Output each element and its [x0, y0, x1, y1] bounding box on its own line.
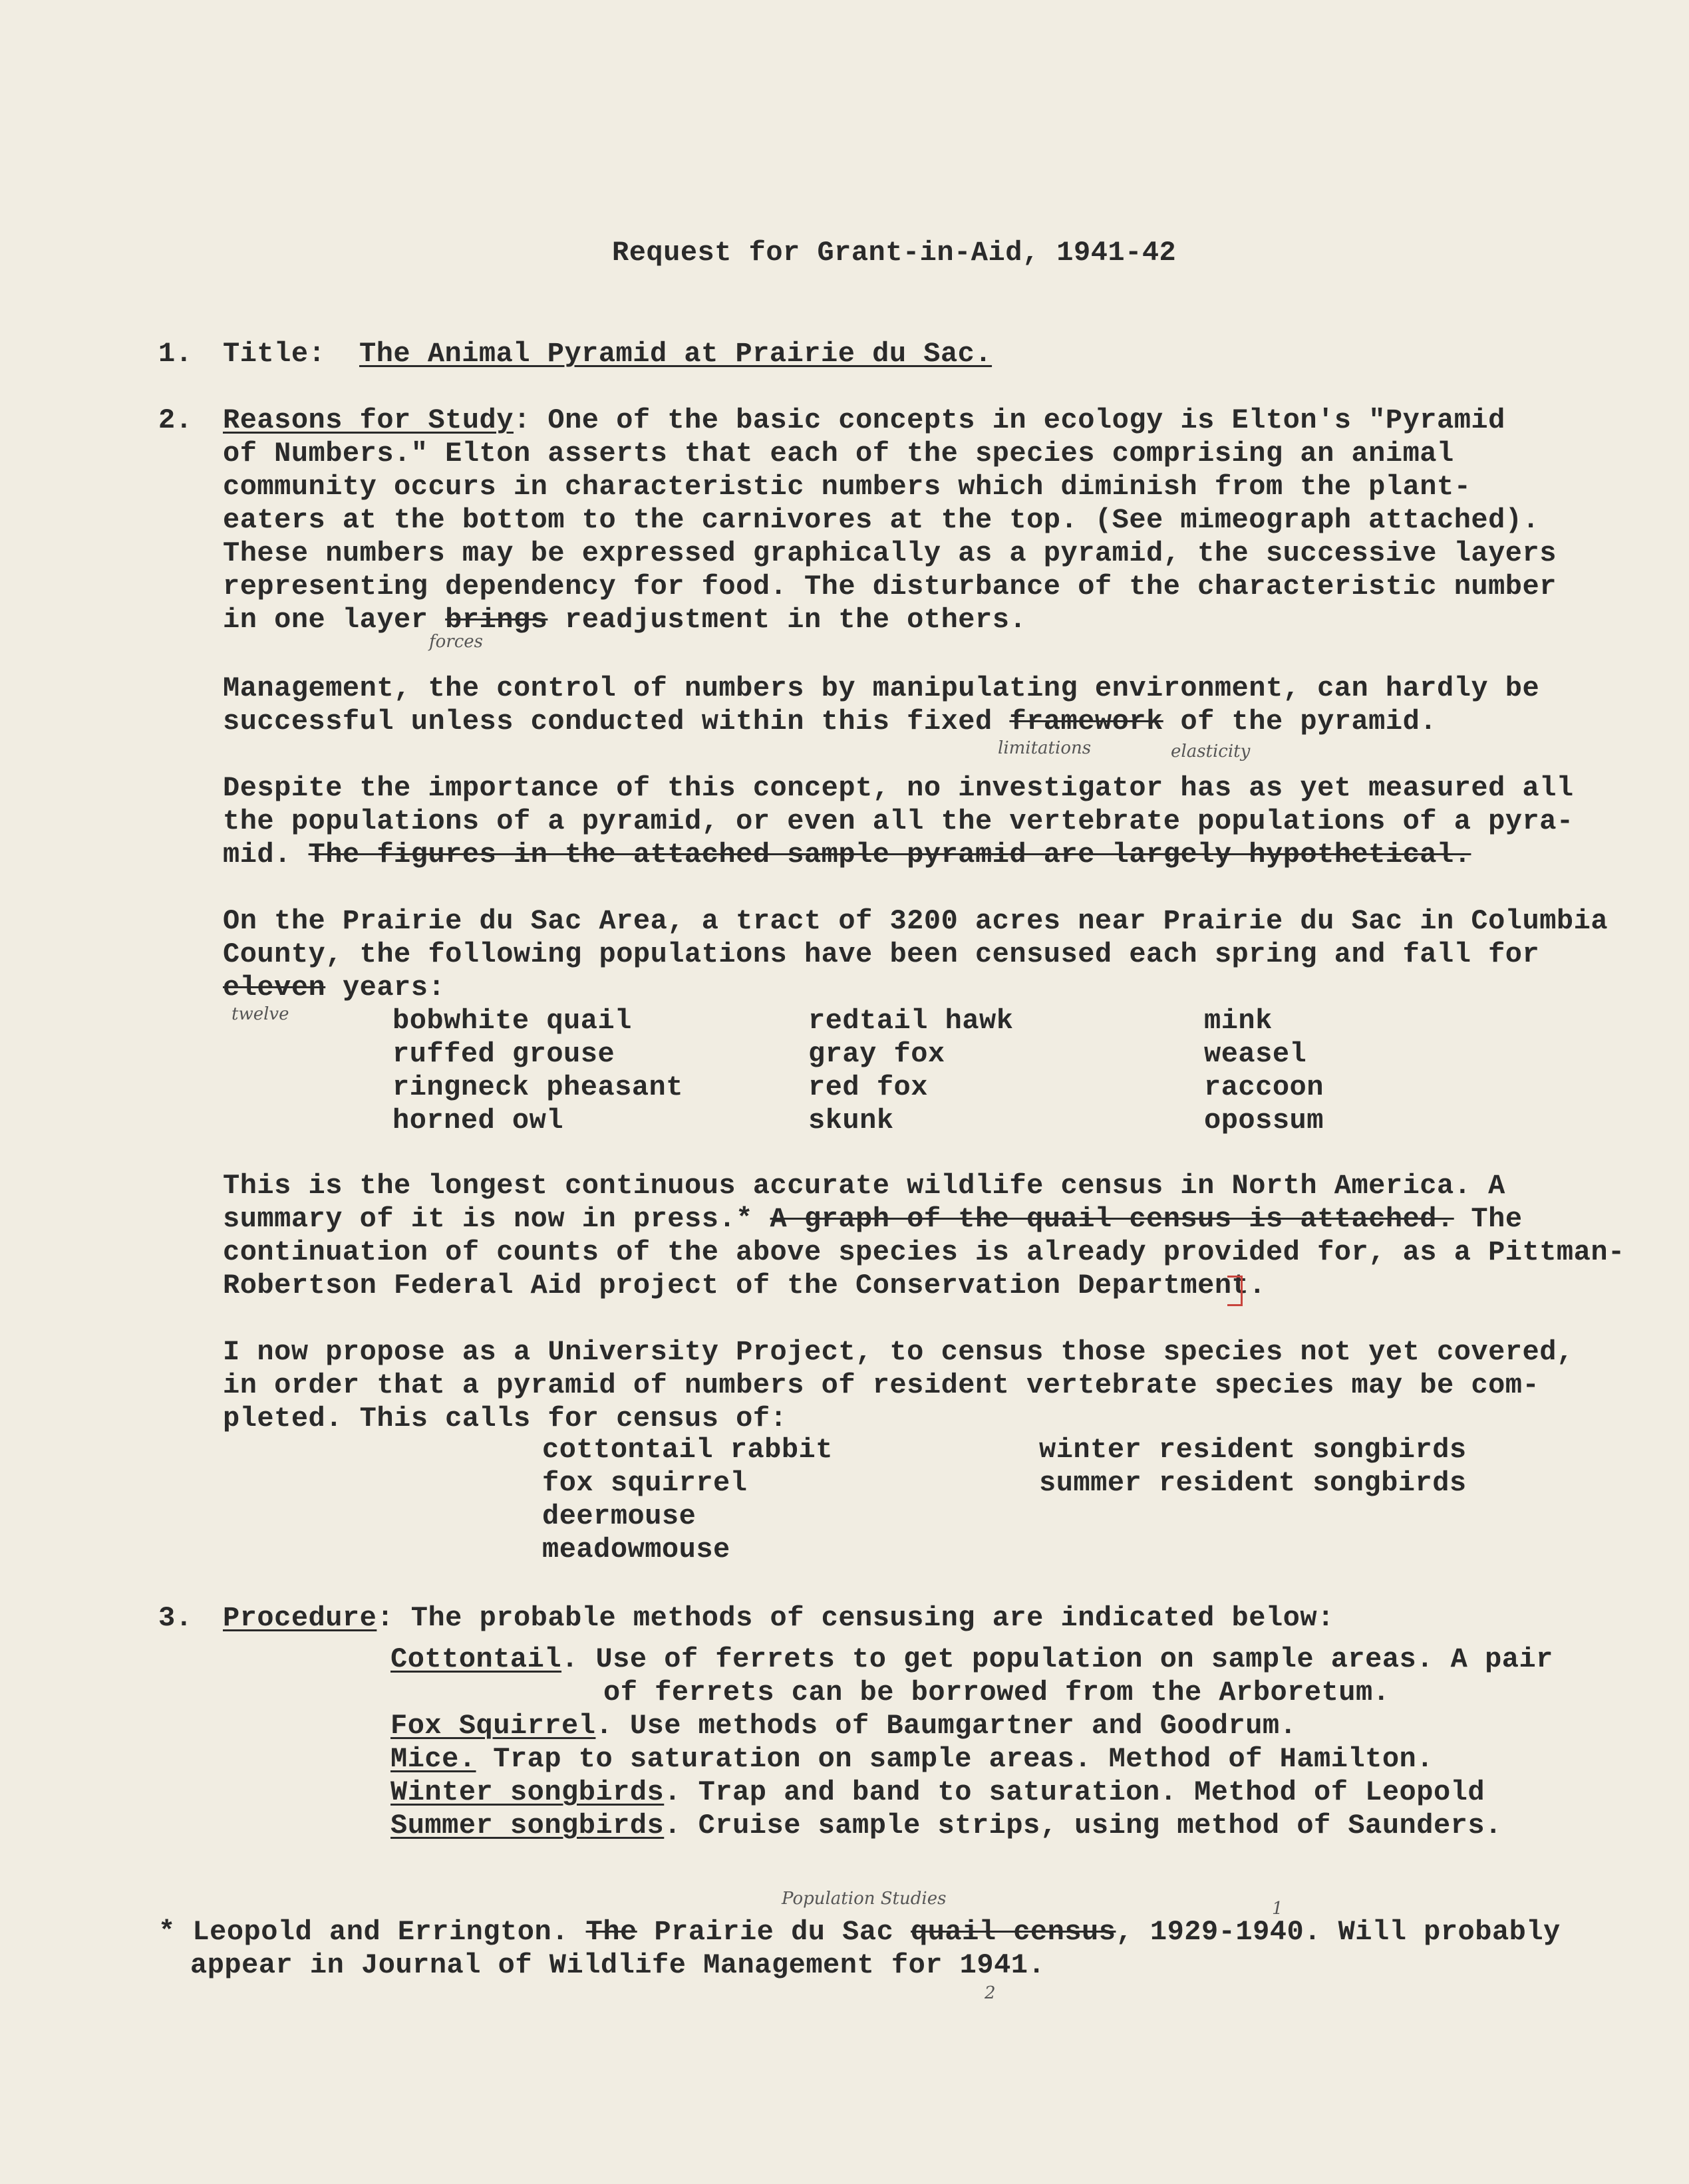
handwritten-note-population-studies: Population Studies — [782, 1889, 947, 1909]
section-2-paragraph-6: I now propose as a University Project, to census those species not yet covered, in order that a pyramid of numbers of resident vertebrate species may be com- pleted. This calls for census of: — [223, 1336, 1574, 1434]
handwritten-note-limitations: limitations — [998, 738, 1092, 758]
list-item: weasel — [1204, 1038, 1307, 1070]
section-2-paragraph-3: Despite the importance of this concept, no investigator has as yet measured all the populations of a pyramid, or even all the vertebrate populations of a pyra- mid. The figures in the attached sample pyramid are largely hypothetical. — [223, 772, 1574, 871]
handwritten-digit-2: 2 — [985, 1983, 996, 2003]
struck-word: brings — [445, 604, 548, 636]
list-item: redtail hawk — [808, 1005, 1014, 1037]
list-item: red fox — [808, 1071, 928, 1103]
section-1-number: 1. — [158, 338, 193, 370]
list-item: summer resident songbirds — [1039, 1467, 1467, 1499]
list-item: skunk — [808, 1105, 894, 1137]
section-3-intro: Procedure: The probable methods of censusing are indicated below: — [223, 1602, 1334, 1634]
list-item: bobwhite quail — [392, 1005, 632, 1037]
handwritten-note-forces: forces — [429, 632, 483, 652]
list-item: ruffed grouse — [392, 1038, 615, 1070]
list-item: meadowmouse — [542, 1534, 730, 1566]
section-2-number: 2. — [158, 404, 193, 436]
footnote: * Leopold and Errington. The Prairie du Sac quail census, 1929-1940. Will probably appear in Journal of Wildlife Management for 1941. — [158, 1916, 1561, 1981]
section-2-paragraph-1: Reasons for Study: One of the basic concepts in ecology is Elton's "Pyramid of Numbers." Elton asserts that each of the species comprising an animal community occurs in characteristic numbers which diminish from the plant- eaters at the bottom to the carnivores at the top. (See mimeograph attached). These numbers may be expressed graphically as a pyramid, the successive layers representing dependency for food. The disturbance of the characteristic number in one layer brings readjustment in the others. — [223, 404, 1557, 636]
censused-species-list — [0, 1004, 1689, 1144]
proposed-species-list — [0, 1433, 1689, 1573]
list-item: mink — [1204, 1005, 1273, 1037]
list-item: cottontail rabbit — [542, 1434, 833, 1466]
list-item: raccoon — [1204, 1071, 1324, 1103]
list-item: gray fox — [808, 1038, 945, 1070]
handwritten-note-elasticity: elasticity — [1171, 742, 1251, 761]
list-item: ringneck pheasant — [392, 1071, 683, 1103]
section-1-label: Title: — [223, 338, 326, 370]
list-item: fox squirrel — [542, 1467, 748, 1499]
handwritten-note-twelve: twelve — [231, 1004, 289, 1024]
list-item: deermouse — [542, 1500, 696, 1532]
section-2-paragraph-4: On the Prairie du Sac Area, a tract of 3200 acres near Prairie du Sac in Columbia County, the following populations have been censused each spring and fall for eleven years: — [223, 905, 1609, 1004]
list-item: winter resident songbirds — [1039, 1434, 1467, 1466]
red-bracket-mark — [1227, 1276, 1243, 1306]
section-2-paragraph-2: Management, the control of numbers by manipulating environment, can hardly be successful unless conducted within this fixed framework of the pyramid. — [223, 672, 1540, 738]
project-title: The Animal Pyramid at Prairie du Sac. — [359, 338, 993, 370]
procedure-list: Cottontail. Use of ferrets to get population on sample areas. A pair of ferrets can be borrowed from the Arboretum. Fox Squirrel. Use methods of Baumgartner and Goodrum. Mice. Trap to saturation on sample areas. Method of Hamilton. Winter songbirds. Trap and band to saturation. Method of Leopold Summer songbirds. Cruise sample strips, using method of Saunders. — [390, 1643, 1553, 1842]
section-3-label: Procedure — [223, 1602, 377, 1634]
list-item: horned owl — [392, 1105, 564, 1137]
section-2-paragraph-5: This is the longest continuous accurate wildlife census in North America. A summary of it is now in press.* A graph of the quail census is attached. The continuation of counts of the above species is already provided for, as a Pittman- Robertson Federal Aid project of the Conservation Department. — [223, 1170, 1625, 1301]
list-item: opossum — [1204, 1105, 1324, 1137]
document-heading: Request for Grant-in-Aid, 1941-42 — [612, 237, 1177, 269]
section-2-label: Reasons for Study — [223, 404, 514, 436]
section-3-number: 3. — [158, 1602, 193, 1634]
handwritten-digit-1: 1 — [1272, 1899, 1283, 1919]
